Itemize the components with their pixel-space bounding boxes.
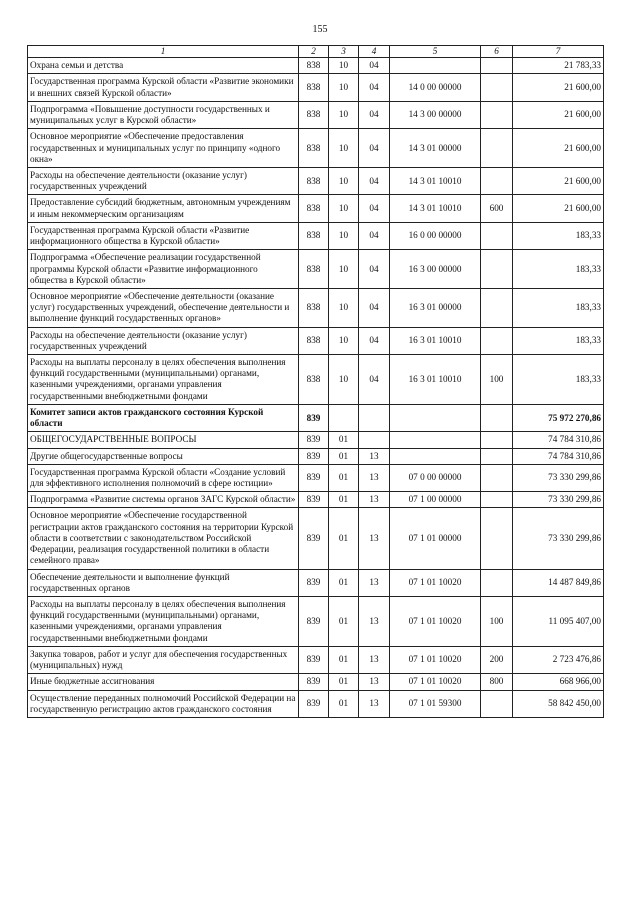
cell-department-code: 839 [299, 596, 329, 646]
cell-target-article: 14 3 01 00000 [390, 129, 481, 168]
cell-target-article: 16 0 00 00000 [390, 222, 481, 249]
cell-subsection: 04 [359, 222, 390, 249]
cell-section: 10 [329, 327, 359, 354]
cell-section: 10 [329, 288, 359, 327]
cell-target-article [390, 432, 481, 448]
cell-amount: 14 487 849,86 [513, 569, 604, 596]
cell-name: Государственная программа Курской области «Развитие информационного общества в Курской области» [28, 222, 299, 249]
cell-subsection: 04 [359, 288, 390, 327]
cell-amount: 21 600,00 [513, 195, 604, 222]
table-row [28, 222, 604, 249]
cell-department-code: 838 [299, 288, 329, 327]
table-row [28, 404, 604, 431]
table-row [28, 690, 604, 717]
cell-target-article: 14 3 00 00000 [390, 101, 481, 128]
cell-expense-type [481, 167, 513, 194]
cell-department-code: 839 [299, 569, 329, 596]
cell-expense-type [481, 327, 513, 354]
cell-subsection: 13 [359, 448, 390, 464]
cell-target-article: 14 3 01 10010 [390, 195, 481, 222]
cell-expense-type: 100 [481, 355, 513, 405]
cell-name: Расходы на обеспечение деятельности (оказание услуг) государственных учреждений [28, 167, 299, 194]
cell-amount: 74 784 310,86 [513, 432, 604, 448]
cell-amount: 183,33 [513, 288, 604, 327]
cell-section [329, 404, 359, 431]
cell-amount: 2 723 476,86 [513, 646, 604, 673]
column-header: 6 [481, 46, 513, 58]
cell-subsection: 13 [359, 569, 390, 596]
budget-table [27, 45, 604, 718]
cell-department-code: 839 [299, 448, 329, 464]
cell-amount: 11 095 407,00 [513, 596, 604, 646]
cell-section: 10 [329, 101, 359, 128]
cell-department-code: 838 [299, 74, 329, 101]
cell-amount: 21 783,33 [513, 58, 604, 74]
cell-target-article: 07 1 01 00000 [390, 508, 481, 569]
cell-section: 01 [329, 432, 359, 448]
cell-name: Подпрограмма «Повышение доступности государственных и муниципальных услуг в Курской области» [28, 101, 299, 128]
cell-name: Основное мероприятие «Обеспечение предоставления государственных и муниципальных услуг по принципу «одного окна» [28, 129, 299, 168]
cell-subsection [359, 404, 390, 431]
cell-amount: 75 972 270,86 [513, 404, 604, 431]
cell-section: 10 [329, 222, 359, 249]
cell-section: 01 [329, 596, 359, 646]
cell-section: 10 [329, 74, 359, 101]
cell-expense-type [481, 129, 513, 168]
table-row [28, 492, 604, 508]
cell-amount: 183,33 [513, 327, 604, 354]
cell-name: Обеспечение деятельности и выполнение функций государственных органов [28, 569, 299, 596]
cell-target-article: 16 3 01 00000 [390, 288, 481, 327]
table-row [28, 129, 604, 168]
cell-subsection: 13 [359, 464, 390, 491]
column-header: 4 [359, 46, 390, 58]
cell-department-code: 838 [299, 327, 329, 354]
cell-subsection: 13 [359, 690, 390, 717]
cell-amount: 73 330 299,86 [513, 464, 604, 491]
cell-amount: 73 330 299,86 [513, 508, 604, 569]
cell-expense-type [481, 250, 513, 289]
cell-section: 10 [329, 167, 359, 194]
cell-name: Осуществление переданных полномочий Российской Федерации на государственную регистрацию актов гражданского состояния [28, 690, 299, 717]
table-row [28, 464, 604, 491]
cell-expense-type: 800 [481, 674, 513, 690]
cell-target-article [390, 448, 481, 464]
cell-expense-type: 200 [481, 646, 513, 673]
cell-expense-type: 600 [481, 195, 513, 222]
cell-name: Расходы на выплаты персоналу в целях обеспечения выполнения функций государственными (муниципальными) органами, казенными учреждениями, органами управления государственными внебюджетными фондами [28, 355, 299, 405]
cell-target-article: 14 3 01 10010 [390, 167, 481, 194]
cell-subsection: 04 [359, 58, 390, 74]
cell-subsection: 13 [359, 646, 390, 673]
cell-section: 10 [329, 195, 359, 222]
column-header: 2 [299, 46, 329, 58]
table-row [28, 596, 604, 646]
cell-name: Расходы на выплаты персоналу в целях обеспечения выполнения функций государственными (муниципальными) органами, казенными учреждениями, органами управления государственными внебюджетными фондами [28, 596, 299, 646]
cell-amount: 183,33 [513, 250, 604, 289]
cell-amount: 58 842 450,00 [513, 690, 604, 717]
cell-expense-type [481, 58, 513, 74]
cell-section: 01 [329, 646, 359, 673]
column-header: 7 [513, 46, 604, 58]
cell-name: Предоставление субсидий бюджетным, автономным учреждениям и иным некоммерческим организациям [28, 195, 299, 222]
cell-target-article: 07 1 01 10020 [390, 596, 481, 646]
table-row [28, 250, 604, 289]
table-row [28, 569, 604, 596]
cell-section: 01 [329, 464, 359, 491]
cell-department-code: 838 [299, 195, 329, 222]
cell-name: Охрана семьи и детства [28, 58, 299, 74]
cell-expense-type [481, 464, 513, 491]
cell-name: Подпрограмма «Развитие системы органов ЗАГС Курской области» [28, 492, 299, 508]
cell-amount: 21 600,00 [513, 101, 604, 128]
cell-section: 10 [329, 250, 359, 289]
cell-department-code: 839 [299, 674, 329, 690]
cell-section: 10 [329, 129, 359, 168]
cell-expense-type [481, 690, 513, 717]
cell-department-code: 839 [299, 432, 329, 448]
cell-amount: 74 784 310,86 [513, 448, 604, 464]
cell-department-code: 838 [299, 355, 329, 405]
cell-name: Иные бюджетные ассигнования [28, 674, 299, 690]
cell-department-code: 839 [299, 404, 329, 431]
cell-name: Основное мероприятие «Обеспечение деятельности (оказание услуг) государственных учреждений, обеспечение деятельности и выполнение функций государственных органов» [28, 288, 299, 327]
cell-name: Основное мероприятие «Обеспечение государственной регистрации актов гражданского состояния на территории Курской области в соответствии с законодательством Российской Федерации, реализация государственной политики в области семейного права» [28, 508, 299, 569]
cell-target-article: 07 1 01 59300 [390, 690, 481, 717]
cell-section: 10 [329, 355, 359, 405]
cell-name: Расходы на обеспечение деятельности (оказание услуг) государственных учреждений [28, 327, 299, 354]
cell-subsection: 13 [359, 492, 390, 508]
cell-department-code: 839 [299, 464, 329, 491]
cell-expense-type [481, 404, 513, 431]
cell-target-article: 07 0 00 00000 [390, 464, 481, 491]
table-row [28, 167, 604, 194]
cell-expense-type [481, 492, 513, 508]
cell-department-code: 838 [299, 222, 329, 249]
cell-expense-type: 100 [481, 596, 513, 646]
cell-name: ОБЩЕГОСУДАРСТВЕННЫЕ ВОПРОСЫ [28, 432, 299, 448]
cell-expense-type [481, 222, 513, 249]
cell-expense-type [481, 432, 513, 448]
cell-target-article: 07 1 01 10020 [390, 646, 481, 673]
cell-section: 01 [329, 690, 359, 717]
cell-expense-type [481, 569, 513, 596]
cell-subsection: 04 [359, 129, 390, 168]
cell-target-article [390, 58, 481, 74]
cell-subsection: 04 [359, 250, 390, 289]
cell-subsection: 13 [359, 596, 390, 646]
cell-target-article: 16 3 01 10010 [390, 355, 481, 405]
cell-subsection: 04 [359, 101, 390, 128]
cell-amount: 73 330 299,86 [513, 492, 604, 508]
table-row [28, 355, 604, 405]
cell-department-code: 839 [299, 646, 329, 673]
cell-department-code: 839 [299, 492, 329, 508]
cell-department-code: 839 [299, 690, 329, 717]
cell-expense-type [481, 448, 513, 464]
table-row [28, 432, 604, 448]
cell-department-code: 838 [299, 58, 329, 74]
cell-amount: 21 600,00 [513, 74, 604, 101]
cell-amount: 21 600,00 [513, 167, 604, 194]
cell-target-article: 16 3 01 10010 [390, 327, 481, 354]
cell-target-article [390, 404, 481, 431]
cell-name: Комитет записи актов гражданского состояния Курской области [28, 404, 299, 431]
cell-department-code: 838 [299, 129, 329, 168]
cell-subsection: 04 [359, 74, 390, 101]
cell-amount: 183,33 [513, 222, 604, 249]
cell-amount: 668 966,00 [513, 674, 604, 690]
cell-expense-type [481, 508, 513, 569]
cell-section: 01 [329, 569, 359, 596]
cell-department-code: 839 [299, 508, 329, 569]
cell-target-article: 14 0 00 00000 [390, 74, 481, 101]
cell-target-article: 16 3 00 00000 [390, 250, 481, 289]
cell-name: Подпрограмма «Обеспечение реализации государственной программы Курской области «Развитие информационного общества в Курской области» [28, 250, 299, 289]
cell-amount: 183,33 [513, 355, 604, 405]
table-row [28, 327, 604, 354]
cell-subsection: 04 [359, 167, 390, 194]
cell-department-code: 838 [299, 250, 329, 289]
cell-section: 10 [329, 58, 359, 74]
cell-amount: 21 600,00 [513, 129, 604, 168]
cell-name: Закупка товаров, работ и услуг для обеспечения государственных (муниципальных) нужд [28, 646, 299, 673]
cell-name: Государственная программа Курской области «Развитие экономики и внешних связей Курской области» [28, 74, 299, 101]
cell-section: 01 [329, 448, 359, 464]
table-row [28, 288, 604, 327]
cell-expense-type [481, 288, 513, 327]
cell-expense-type [481, 74, 513, 101]
table-row [28, 195, 604, 222]
column-header: 5 [390, 46, 481, 58]
cell-expense-type [481, 101, 513, 128]
cell-subsection: 13 [359, 508, 390, 569]
cell-target-article: 07 1 00 00000 [390, 492, 481, 508]
page-number: 155 [312, 24, 328, 35]
cell-target-article: 07 1 01 10020 [390, 674, 481, 690]
cell-subsection: 04 [359, 327, 390, 354]
table-row [28, 674, 604, 690]
table-row [28, 646, 604, 673]
cell-name: Государственная программа Курской области «Создание условий для эффективного исполнения полномочий в сфере юстиции» [28, 464, 299, 491]
table-row [28, 58, 604, 74]
cell-subsection [359, 432, 390, 448]
header-row [28, 46, 604, 58]
table-row [28, 448, 604, 464]
table-row [28, 74, 604, 101]
cell-department-code: 838 [299, 101, 329, 128]
cell-subsection: 04 [359, 355, 390, 405]
table-row [28, 508, 604, 569]
cell-section: 01 [329, 492, 359, 508]
cell-subsection: 04 [359, 195, 390, 222]
cell-name: Другие общегосударственные вопросы [28, 448, 299, 464]
column-header: 3 [329, 46, 359, 58]
cell-section: 01 [329, 674, 359, 690]
column-header: 1 [28, 46, 299, 58]
cell-department-code: 838 [299, 167, 329, 194]
cell-section: 01 [329, 508, 359, 569]
cell-target-article: 07 1 01 10020 [390, 569, 481, 596]
table-row [28, 101, 604, 128]
cell-subsection: 13 [359, 674, 390, 690]
